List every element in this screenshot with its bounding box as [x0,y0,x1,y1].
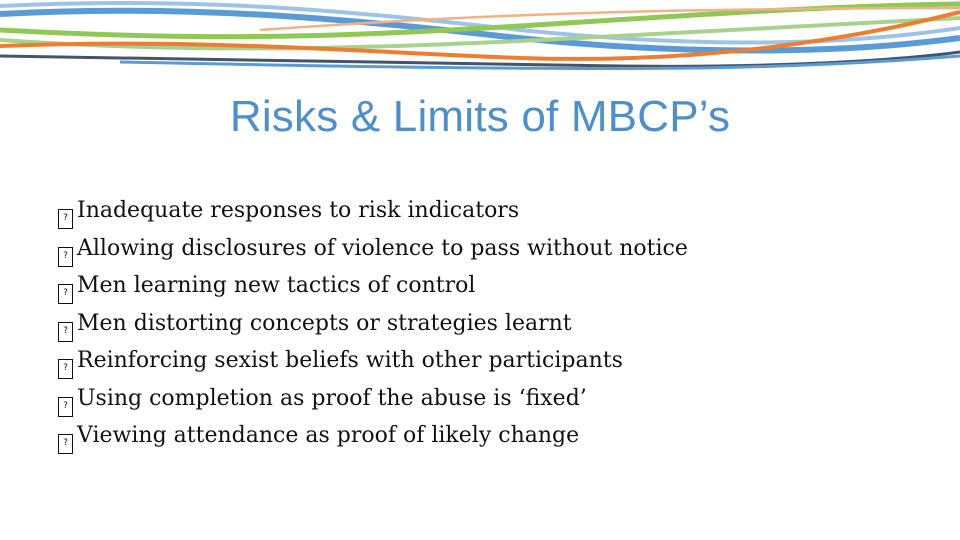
bullet-item [58,380,918,418]
bullet-item [58,267,918,305]
bullet-item [58,230,918,268]
bullet-text: Inadequate responses to risk indicators [77,198,520,223]
bullet-text: Using completion as proof the abuse is ‘fixed’ [77,385,587,411]
bullet-text: Allowing disclosures of violence to pass without notice [77,235,688,261]
slide-title: Risks & Limits of MBCP’s [229,92,731,141]
bullet-text: Reinforcing sexist beliefs with other participants [77,348,623,373]
bullet-text: Viewing attendance as proof of likely change [77,423,580,448]
bullet-marker-icon: ? [58,284,73,304]
bullet-marker-icon: ? [58,322,73,342]
bullet-marker-icon: ? [58,359,73,379]
bullet-item [58,192,918,230]
bullet-text: Men learning new tactics of control [77,273,476,298]
bullet-marker-icon: ? [58,247,73,267]
bullet-marker-icon: ? [58,434,73,454]
bullet-text: Men distorting concepts or strategies learnt [77,310,572,336]
decorative-ribbons [0,0,960,90]
bullet-marker-icon: ? [58,209,73,229]
bullet-item [58,342,918,380]
bullet-item [58,417,918,455]
bullet-item [58,305,918,343]
bullet-list [58,192,918,455]
bullet-marker-icon: ? [58,397,73,417]
